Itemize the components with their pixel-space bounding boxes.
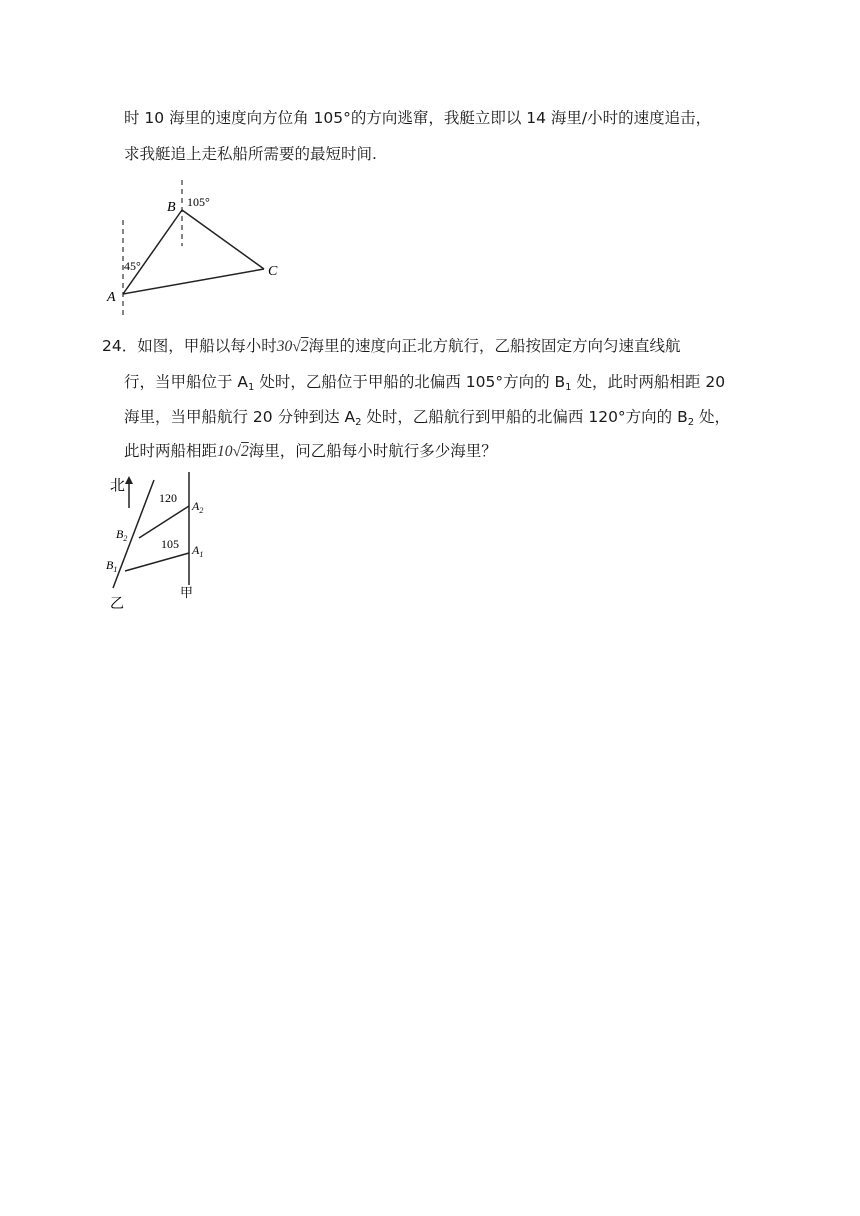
svg-text:B1: $B_1$: [106, 558, 118, 574]
label-b2: B: [116, 527, 124, 541]
label-a: A: [107, 290, 116, 305]
problem-number: 24．: [102, 337, 138, 355]
svg-text:A2: $A_2$: [192, 499, 204, 515]
angle-105-label: 105: [161, 537, 179, 551]
svg-text:B2: $B_2$: [116, 527, 128, 543]
ship-yi-label: 乙: [110, 597, 124, 612]
problem-23-line-2: 求我艇追上走私船所需要的最短时间.: [124, 145, 377, 163]
segment-bc: [182, 210, 264, 269]
segment-ab: [123, 210, 182, 294]
north-label: 北: [110, 478, 126, 494]
segment-ac: [123, 269, 264, 294]
label-b1: B: [106, 558, 114, 572]
problem-24-line-2: 行，当甲船位于 $A_1$ 处时，乙船位于甲船的北偏西 105°方向的 $B_1$ 处，此时两船相距 20: [124, 373, 726, 393]
ships-diagram: [104, 470, 214, 612]
label-a1: A: [192, 543, 200, 557]
sqrt-expression: 10√2: [217, 443, 249, 460]
ships-figure: [104, 470, 214, 612]
label-a2: A: [192, 499, 200, 513]
ship-jia-label: 甲: [180, 585, 194, 600]
angle-45-label: 45°: [124, 259, 141, 273]
svg-text:A1: $A_1$: [192, 543, 204, 559]
sqrt-expression: 30√2: [276, 338, 309, 355]
angle-105-label: 105°: [187, 195, 210, 209]
problem-24-line-3: 海里，当甲船航行 20 分钟到达 $A_2$ 处时，乙船航行到甲船的北偏西 120°方向的 $B_2$ 处，: [124, 408, 731, 428]
segment-a2b2: [139, 506, 189, 538]
problem-24-line-4: 此时两船相距10√2海里，问乙船每小时航行多少海里？: [124, 442, 497, 460]
north-arrow-icon: [125, 476, 133, 484]
triangle-figure: [104, 178, 284, 320]
triangle-diagram: [104, 178, 284, 320]
angle-120-label: 120: [159, 491, 177, 505]
problem-23-line-1: 时 10 海里的速度向方位角 105°的方向逃窜，我艇立即以 14 海里/小时的速度追击，: [124, 109, 712, 127]
segment-a1b1: [125, 553, 189, 571]
label-c: C: [268, 264, 278, 279]
label-b: B: [167, 200, 176, 215]
problem-24-line-1: 24．如图，甲船以每小时30√2海里的速度向正北方航行，乙船按固定方向匀速直线航: [102, 337, 681, 355]
